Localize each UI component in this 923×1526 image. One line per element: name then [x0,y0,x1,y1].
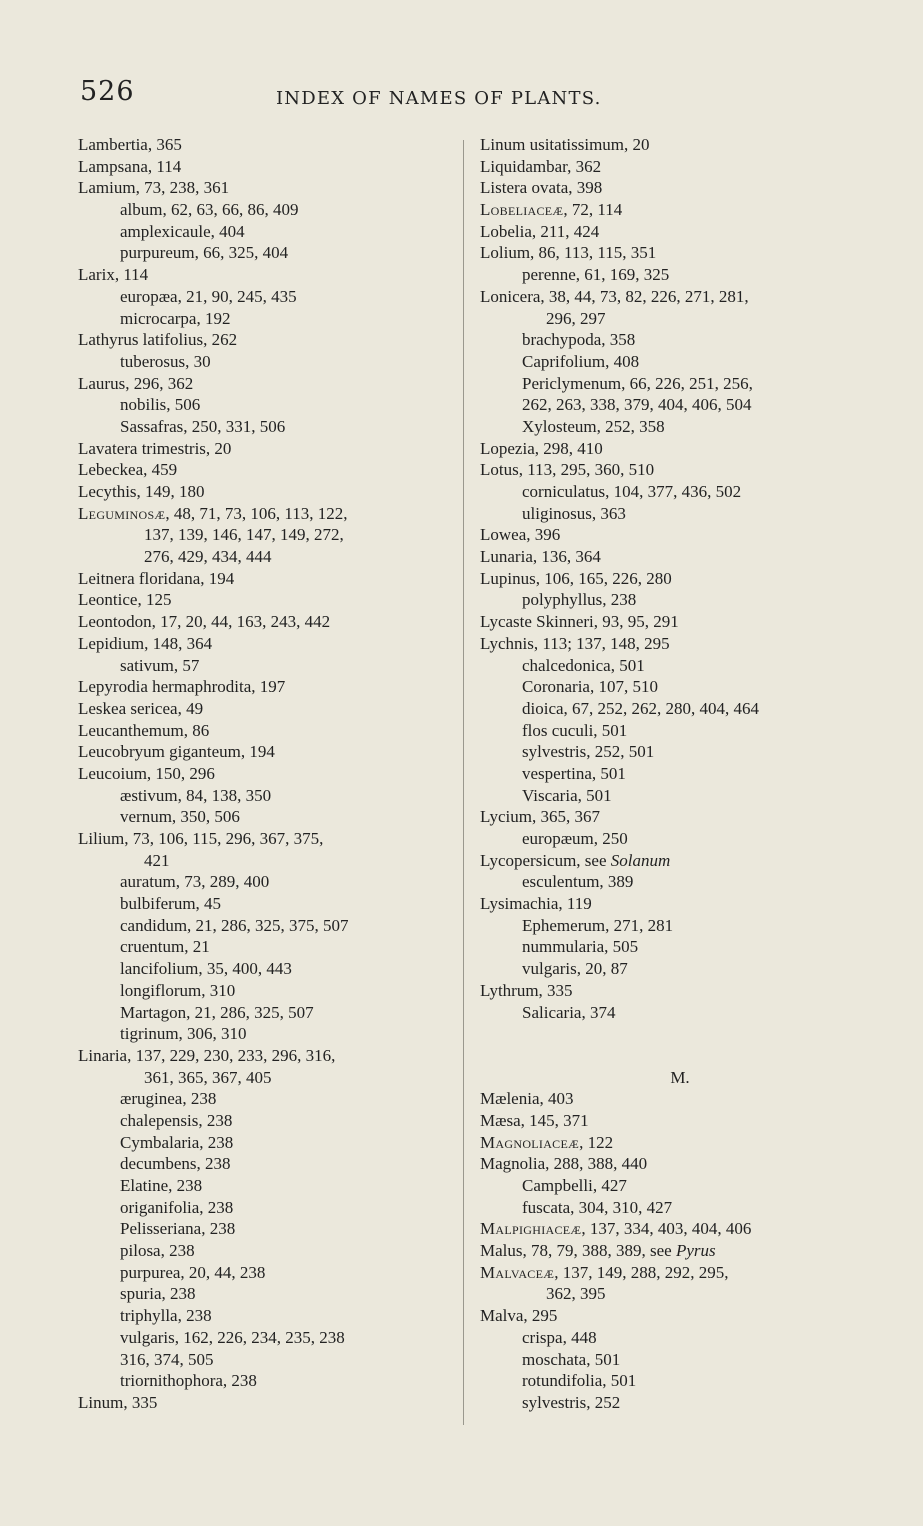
entry-text: , 72, 114 [563,200,623,220]
index-subentry [480,589,880,611]
cross-reference: Solanum [610,850,671,870]
entry-text: tuberosus, 30 [120,351,211,371]
index-subentry [480,741,880,763]
entry-text: Lampsana, 114 [78,156,182,176]
entry-text: Lopezia, 298, 410 [480,438,603,458]
page-number: 526 [80,76,135,107]
index-entry [480,1088,880,1110]
entry-text: Lupinus, 106, 165, 226, 280 [480,568,672,588]
entry-text: 362, 395 [546,1284,606,1304]
index-subentry [480,871,880,893]
entry-text: vulgaris, 20, 87 [522,959,628,979]
index-entry [78,177,456,199]
entry-text: Leontice, 125 [78,590,172,610]
entry-text: Malva, 295 [480,1306,558,1326]
entry-text: polyphyllus, 238 [522,590,637,610]
entry-text: moschata, 501 [522,1349,621,1369]
index-subentry [480,828,880,850]
entry-text: crispa, 448 [522,1327,597,1347]
entry-text: Linum usitatissimum, 20 [480,135,650,154]
index-entry [480,134,880,156]
entry-text: 361, 365, 367, 405 [144,1067,272,1087]
index-subentry [480,1327,880,1349]
entry-text: Martagon, 21, 286, 325, 507 [120,1002,314,1022]
index-entry [78,459,456,481]
index-entry [78,568,456,590]
index-subentry [480,936,880,958]
entry-text: longiflorum, 310 [120,980,236,1000]
entry-text: Ephemerum, 271, 281 [522,915,674,935]
index-column-right [480,134,880,1414]
index-entry [480,156,880,178]
index-subentry [78,1262,456,1284]
index-subentry [78,221,456,243]
index-entry [480,459,880,481]
blank-line [480,1045,880,1067]
entry-text: chalcedonica, 501 [522,655,645,675]
entry-text: Lysimachia, 119 [480,894,592,914]
index-subentry [78,546,456,568]
entry-text: Lythrum, 335 [480,980,573,1000]
index-subentry [480,1197,880,1219]
index-subentry [480,915,880,937]
index-column-left [78,134,456,1414]
entry-text: , 137, 149, 288, 292, 295, [554,1262,729,1282]
entry-text: Lepyrodia hermaphrodita, 197 [78,677,286,697]
section-heading: M. [670,1067,690,1087]
index-entry [480,633,880,655]
index-subentry [480,1392,880,1414]
index-entry [480,286,880,308]
entry-text: microcarpa, 192 [120,308,231,328]
entry-text: corniculatus, 104, 377, 436, 502 [522,482,742,501]
index-entry [480,546,880,568]
entry-text: dioica, 67, 252, 262, 280, 404, 464 [522,698,760,718]
index-subentry [78,871,456,893]
entry-text: Caprifolium, 408 [522,351,640,371]
index-subentry [480,1175,880,1197]
index-subentry [78,1175,456,1197]
index-subentry [480,720,880,742]
entry-text: Lambertia, 365 [78,135,182,154]
index-subentry [78,1218,456,1240]
index-entry [78,741,456,763]
entry-text: æstivum, 84, 138, 350 [120,785,272,805]
index-subentry [78,1305,456,1327]
index-entry [480,806,880,828]
entry-text: europæum, 250 [522,829,628,848]
index-entry [480,1132,880,1154]
family-name: Leguminosæ [78,503,166,523]
index-entry [480,1305,880,1327]
running-head: INDEX OF NAMES OF PLANTS. [276,88,602,109]
index-entry [78,828,456,850]
entry-text: Leucoium, 150, 296 [78,763,215,783]
index-entry [78,698,456,720]
index-subentry [480,1370,880,1392]
entry-text: Lonicera, 38, 44, 73, 82, 226, 271, 281, [480,286,749,306]
entry-text: Lathyrus latifolius, 262 [78,330,238,350]
index-subentry [480,373,880,395]
index-entry [480,1218,880,1240]
entry-text: Elatine, 238 [120,1176,203,1195]
index-entry [480,1240,880,1262]
index-entry [480,850,880,872]
index-entry [78,373,456,395]
index-subentry [480,698,880,720]
index-subentry [78,242,456,264]
entry-text: Larix, 114 [78,265,149,285]
entry-text: purpurea, 20, 44, 238 [120,1262,266,1282]
index-entry [78,156,456,178]
index-entry [480,177,880,199]
entry-text: 137, 139, 146, 147, 149, 272, [144,525,344,545]
index-entry [480,242,880,264]
index-entry [78,720,456,742]
index-subentry [480,1283,880,1305]
index-subentry [480,785,880,807]
index-entry [480,893,880,915]
entry-text: Linaria, 137, 229, 230, 233, 296, 316, [78,1045,336,1065]
index-entry [78,264,456,286]
entry-text: sylvestris, 252 [522,1392,621,1412]
entry-text: Sassafras, 250, 331, 506 [120,416,286,436]
index-subentry [78,850,456,872]
entry-text: Listera ovata, 398 [480,178,603,198]
index-subentry [78,199,456,221]
index-entry [480,199,880,221]
index-subentry [78,416,456,438]
index-subentry [480,308,880,330]
index-subentry [480,394,880,416]
entry-text: Lavatera trimestris, 20 [78,438,232,458]
entry-text: Mæsa, 145, 371 [480,1110,589,1130]
index-entry [78,1392,456,1414]
entry-text: Leontodon, 17, 20, 44, 163, 243, 442 [78,612,331,632]
entry-text: Liquidambar, 362 [480,156,602,176]
entry-text: Lycaste Skinneri, 93, 95, 291 [480,612,679,632]
index-subentry [78,893,456,915]
index-subentry [78,1240,456,1262]
entry-text: Lepidium, 148, 364 [78,633,213,653]
family-name: Magnoliaceæ [480,1132,580,1152]
index-subentry [480,351,880,373]
index-subentry [480,503,880,525]
index-subentry [78,980,456,1002]
cross-reference: Pyrus [675,1241,716,1261]
entry-text: Malus, 78, 79, 388, 389, see [480,1241,676,1261]
entry-text: spuria, 238 [120,1284,196,1304]
blank-line [480,1023,880,1045]
index-subentry [480,416,880,438]
family-name: Lobeliaceæ [480,200,564,220]
entry-text: origanifolia, 238 [120,1197,234,1217]
index-entry [480,221,880,243]
index-subentry [78,1110,456,1132]
entry-text: Magnolia, 288, 388, 440 [480,1154,648,1174]
entry-text: brachypoda, 358 [522,330,636,350]
entry-text: lancifolium, 35, 400, 443 [120,959,292,979]
index-subentry [78,1088,456,1110]
entry-text: perenne, 61, 169, 325 [522,265,670,285]
index-subentry [480,264,880,286]
index-entry [480,568,880,590]
entry-text: sativum, 57 [120,655,200,675]
entry-text: , 122 [579,1132,614,1152]
index-subentry [78,1023,456,1045]
family-name: Malvaceæ [480,1262,555,1282]
index-subentry [78,958,456,980]
index-subentry [480,329,880,351]
entry-text: 296, 297 [546,308,606,328]
entry-text: Linum, 335 [78,1392,158,1412]
index-entry [78,503,456,525]
index-entry [78,134,456,156]
index-entry [480,611,880,633]
entry-text: Lamium, 73, 238, 361 [78,178,230,198]
entry-text: uliginosus, 363 [522,503,626,523]
index-subentry [78,308,456,330]
entry-text: Xylosteum, 252, 358 [522,416,665,436]
entry-text: Lotus, 113, 295, 360, 510 [480,460,655,480]
entry-text: amplexicaule, 404 [120,221,245,241]
index-entry [78,438,456,460]
index-entry [480,1153,880,1175]
entry-text: flos cuculi, 501 [522,720,628,740]
entry-text: Leitnera floridana, 194 [78,568,235,588]
entry-text: triornithophora, 238 [120,1371,257,1391]
index-subentry [480,958,880,980]
entry-text: europæa, 21, 90, 245, 435 [120,286,297,306]
entry-text: , 137, 334, 403, 404, 406 [581,1219,752,1239]
index-subentry [78,915,456,937]
entry-text: æruginea, 238 [120,1089,217,1109]
index-entry [480,524,880,546]
entry-text: Leucanthemum, 86 [78,720,210,740]
family-name: Malpighiaceæ [480,1219,582,1239]
entry-text: Cymbalaria, 238 [120,1132,234,1152]
entry-text: chalepensis, 238 [120,1110,233,1130]
index-subentry [78,351,456,373]
index-entry [78,481,456,503]
entry-text: Lycopersicum, see [480,850,611,870]
index-entry [480,438,880,460]
entry-text: nobilis, 506 [120,395,201,415]
column-divider [463,140,464,1425]
index-subentry [78,655,456,677]
entry-text: 316, 374, 505 [120,1349,214,1369]
index-subentry [78,1132,456,1154]
index-subentry [78,1370,456,1392]
entry-text: pilosa, 238 [120,1241,195,1261]
entry-text: Lolium, 86, 113, 115, 351 [480,243,657,263]
entry-text: 276, 429, 434, 444 [144,547,272,567]
entry-text: purpureum, 66, 325, 404 [120,243,289,263]
entry-text: 262, 263, 338, 379, 404, 406, 504 [522,395,752,415]
index-entry [78,633,456,655]
index-entry [78,611,456,633]
entry-text: Salicaria, 374 [522,1002,616,1022]
entry-text: Lecythis, 149, 180 [78,482,205,501]
entry-text: Lebeckea, 459 [78,460,178,480]
index-entry [78,589,456,611]
entry-text: Lowea, 396 [480,525,561,545]
entry-text: Lunaria, 136, 364 [480,547,601,567]
entry-text: cruentum, 21 [120,937,210,957]
entry-text: Lychnis, 113; 137, 148, 295 [480,633,670,653]
entry-text: Periclymenum, 66, 226, 251, 256, [522,373,753,393]
entry-text: Leucobryum giganteum, 194 [78,742,275,762]
index-subentry [78,1349,456,1371]
index-subentry [78,524,456,546]
entry-text: Lycium, 365, 367 [480,807,600,827]
entry-text: bulbiferum, 45 [120,894,222,914]
entry-text: 421 [144,850,170,870]
entry-text: nummularia, 505 [522,937,639,957]
index-subentry [480,676,880,698]
index-subentry [78,1002,456,1024]
entry-text: , 48, 71, 73, 106, 113, 122, [165,503,348,523]
entry-text: sylvestris, 252, 501 [522,742,655,762]
index-entry [480,980,880,1002]
index-entry [480,1262,880,1284]
entry-text: Viscaria, 501 [522,785,612,805]
entry-text: auratum, 73, 289, 400 [120,872,270,892]
entry-text: fuscata, 304, 310, 427 [522,1197,673,1217]
entry-text: vespertina, 501 [522,763,626,783]
index-subentry [78,1327,456,1349]
index-subentry [480,655,880,677]
index-entry [78,763,456,785]
entry-text: candidum, 21, 286, 325, 375, 507 [120,915,349,935]
index-subentry [78,394,456,416]
index-subentry [480,763,880,785]
index-subentry [78,806,456,828]
index-subentry [78,1153,456,1175]
index-subentry [78,1197,456,1219]
entry-text: triphylla, 238 [120,1306,212,1326]
index-entry [78,329,456,351]
index-subentry [78,936,456,958]
entry-text: Coronaria, 107, 510 [522,677,658,697]
entry-text: vulgaris, 162, 226, 234, 235, 238 [120,1327,345,1347]
index-subentry [78,1067,456,1089]
entry-text: Lilium, 73, 106, 115, 296, 367, 375, [78,829,324,848]
index-subentry [78,1283,456,1305]
index-subentry [78,785,456,807]
entry-text: rotundifolia, 501 [522,1371,637,1391]
index-subentry [78,286,456,308]
entry-text: Pelisseriana, 238 [120,1219,236,1239]
entry-text: Campbelli, 427 [522,1176,627,1195]
entry-text: album, 62, 63, 66, 86, 409 [120,200,299,220]
entry-text: Mælenia, 403 [480,1089,574,1109]
entry-text: Laurus, 296, 362 [78,373,194,393]
index-subentry [480,1349,880,1371]
entry-text: Leskea sericea, 49 [78,698,204,718]
index-subentry [480,481,880,503]
entry-text: esculentum, 389 [522,872,634,892]
index-entry [78,1045,456,1067]
entry-text: vernum, 350, 506 [120,807,240,827]
entry-text: tigrinum, 306, 310 [120,1024,247,1044]
index-subentry [480,1002,880,1024]
index-entry [78,676,456,698]
index-entry [480,1110,880,1132]
entry-text: decumbens, 238 [120,1154,231,1174]
entry-text: Lobelia, 211, 424 [480,221,600,241]
